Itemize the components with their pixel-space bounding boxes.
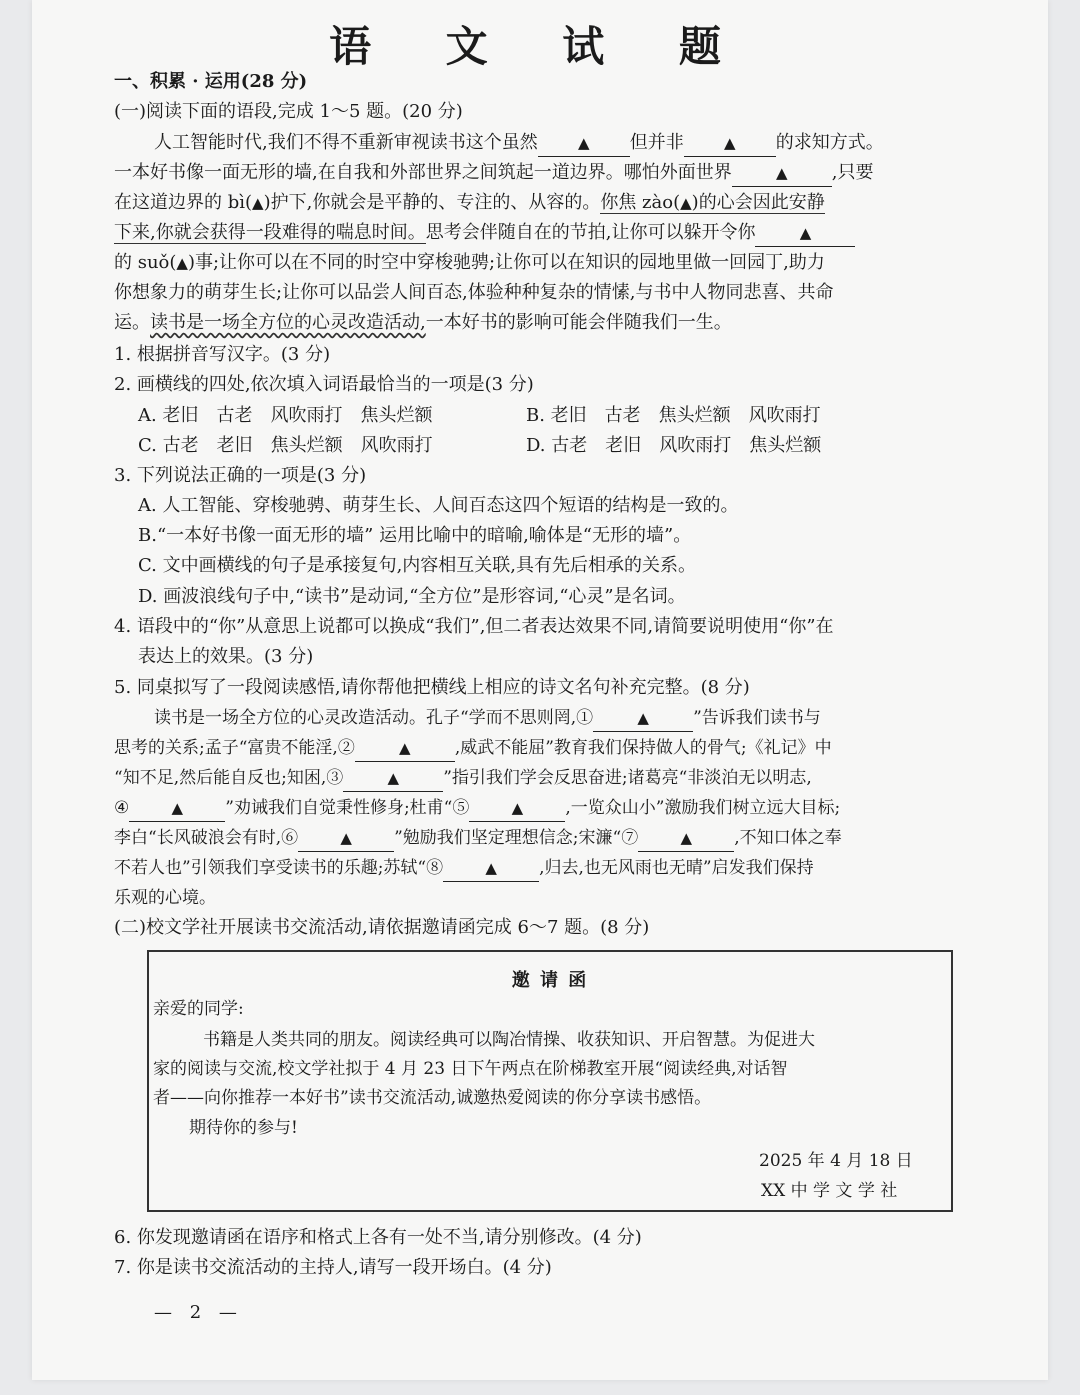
answer-blank[interactable]: ▲ [732,160,832,187]
passage-text: 运。 [114,312,150,333]
invitation-sender: XX 中 学 文 学 社 [761,1181,898,1201]
underlined-sentence: 你焦 zào(▲)的心会因此安静 [600,192,825,213]
passage-text: 人工智能时代,我们不得不重新审视读书这个虽然 [154,132,538,153]
part-two-instruction: (二)校文学社开展读书交流活动,请依据邀请函完成 6～7 题。(8 分) [114,917,650,938]
q5-line-1: 读书是一场全方位的心灵改造活动。孔子“学而不思则罔,① ▲ ”告诉我们读书与 [154,705,821,732]
pinyin-blank[interactable]: ▲ [680,194,692,212]
invitation-line-3: 者——向你推荐一本好书”读书交流活动,诚邀热爱阅读的你分享读书感悟。 [153,1088,712,1108]
q5-line-6: 不若人也”引领我们享受读书的乐趣;苏轼“⑧ ▲ ,归去,也无风雨也无晴”启发我们保持 [114,855,814,882]
answer-blank[interactable]: ▲ [538,130,630,157]
question-6: 6. 你发现邀请函在语序和格式上各有一处不当,请分别修改。(4 分) [114,1227,642,1248]
passage-line-3 [114,190,825,216]
passage-text: 在这道边界的 bì( [114,192,253,213]
passage-text: 的 suǒ( [114,252,177,273]
passage-text: 但并非 [629,132,684,153]
exam-page [32,0,1048,1380]
passage-line-7 [114,310,732,336]
question-1: 1. 根据拼音写汉字。(3 分) [114,344,331,365]
question-5: 5. 同桌拟写了一段阅读感悟,请你帮他把横线上相应的诗文名句补充完整。(8 分) [114,677,750,698]
underlined-sentence: 下来,你就会获得一段难得的喘息时间。 [114,222,426,243]
passage-line-5 [114,250,825,276]
q3-option-a[interactable]: A. 人工智能、穿梭驰骋、萌芽生长、人间百态这四个短语的结构是一致的。 [138,495,739,516]
q2-option-c[interactable]: C. 古老 老旧 焦头烂额 风吹雨打 [138,435,433,456]
poem-blank-5[interactable]: ▲ [469,795,565,822]
q2-option-a[interactable]: A. 老旧 古老 风吹雨打 焦头烂额 [138,405,433,426]
poem-blank-2[interactable]: ▲ [355,735,455,762]
passage-text: 思考会伴随自在的节拍,让你可以躲开令你 [425,222,756,243]
q3-option-c[interactable]: C. 文中画横线的句子是承接复句,内容相互关联,具有先后相承的关系。 [138,555,697,576]
answer-blank[interactable]: ▲ [755,220,855,247]
question-7: 7. 你是读书交流活动的主持人,请写一段开场白。(4 分) [114,1257,552,1278]
poem-blank-7[interactable]: ▲ [638,825,734,852]
passage-text: 的求知方式。 [775,132,884,153]
invitation-line-1: 书籍是人类共同的朋友。阅读经典可以陶冶情操、收获知识、开启智慧。为促进大 [203,1030,815,1050]
page-title: 语 文 试 题 [329,22,751,71]
answer-blank[interactable]: ▲ [684,130,776,157]
passage-line-2 [114,160,873,187]
q3-option-d[interactable]: D. 画波浪线句子中,“读书”是动词,“全方位”是形容词,“心灵”是名词。 [138,586,686,607]
wavy-underlined-sentence: 读书是一场全方位的心灵改造活动, [150,312,426,333]
q5-line-7: 乐观的心境。 [114,888,216,908]
passage-line-6: 你想象力的萌芽生长;让你可以品尝人间百态,体验种种复杂的情愫,与书中人物同悲喜、共命 [114,282,834,303]
question-3: 3. 下列说法正确的一项是(3 分) [114,465,367,486]
poem-blank-8[interactable]: ▲ [443,855,539,882]
poem-blank-6[interactable]: ▲ [298,825,394,852]
poem-blank-3[interactable]: ▲ [343,765,443,792]
passage-line-4 [114,220,855,247]
invitation-line-4: 期待你的参与! [189,1118,298,1138]
poem-blank-4[interactable]: ▲ [129,795,225,822]
section-heading: 一、积累 · 运用(28 分) [114,71,308,92]
passage-line-1 [154,130,884,157]
pinyin-blank[interactable]: ▲ [176,254,188,272]
page-number: — 2 — [154,1302,243,1323]
pinyin-blank[interactable]: ▲ [252,194,264,212]
invitation-line-2: 家的阅读与交流,校文学社拟于 4 月 23 日下午两点在阶梯教室开展“阅读经典,对话智 [153,1059,788,1079]
q5-line-4: ④ ▲ ”劝诫我们自觉秉性修身;杜甫“⑤ ▲ ,一览众山小”激励我们树立远大目标; [114,795,840,822]
invitation-heading: 邀 请 函 [511,970,589,991]
passage-text: )事;让你可以在不同的时空中穿梭驰骋;让你可以在知识的园地里做一回园丁,助力 [187,252,825,273]
q5-line-3: “知不足,然后能自反也;知困,③ ▲ ”指引我们学会反思奋进;诸葛亮“非淡泊无以明志, [114,765,812,792]
passage-text: ,只要 [831,162,874,183]
passage-text: )护下,你就会是平静的、专注的、从容的。 [263,192,601,213]
passage-text: 一本好书的影响可能会伴随我们一生。 [425,312,732,333]
q2-option-b[interactable]: B. 老旧 古老 焦头烂额 风吹雨打 [526,405,821,426]
invitation-greeting: 亲爱的同学: [153,999,244,1019]
question-4: 4. 语段中的“你”从意思上说都可以换成“我们”,但二者表达效果不同,请简要说明使用“你”在 [114,616,834,637]
q3-option-b[interactable]: B.“一本好书像一面无形的墙” 运用比喻中的暗喻,喻体是“无形的墙”。 [138,525,692,546]
poem-blank-1[interactable]: ▲ [593,705,693,732]
q5-line-5: 李白“长风破浪会有时,⑥ ▲ ”勉励我们坚定理想信念;宋濂“⑦ ▲ ,不知口体之奉 [114,825,842,852]
passage-text: 一本好书像一面无形的墙,在自我和外部世界之间筑起一道边界。哪怕外面世界 [114,162,732,183]
invitation-box [147,950,953,1212]
invitation-date: 2025 年 4 月 18 日 [759,1151,913,1171]
part-one-instruction: (一)阅读下面的语段,完成 1～5 题。(20 分) [114,101,463,122]
question-4-cont: 表达上的效果。(3 分) [138,646,314,667]
q5-line-2: 思考的关系;孟子“富贵不能淫,② ▲ ,威武不能屈”教育我们保持做人的骨气;《礼记》中 [114,735,832,762]
question-2: 2. 画横线的四处,依次填入词语最恰当的一项是(3 分) [114,374,534,395]
q2-option-d[interactable]: D. 古老 老旧 风吹雨打 焦头烂额 [526,435,822,456]
